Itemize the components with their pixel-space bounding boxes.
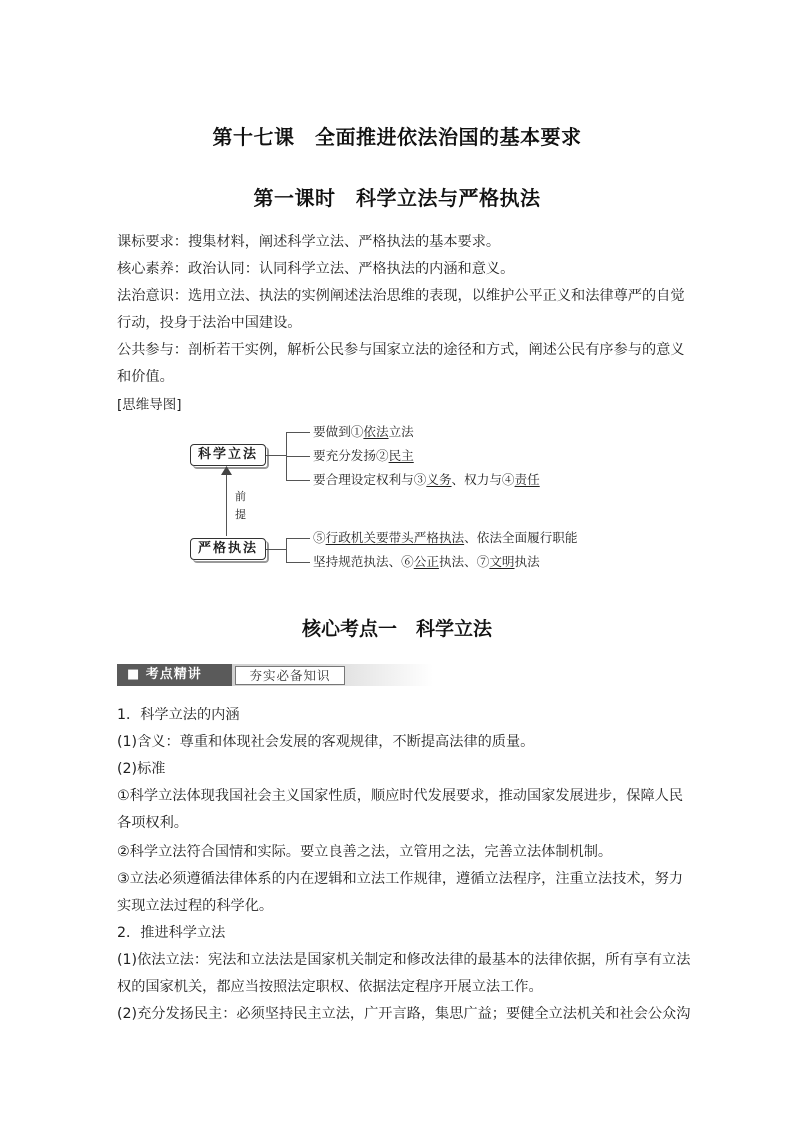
mindmap-label: [思维导图]: [117, 397, 182, 413]
body-paragraph: ③立法必须遵循法律体系的内在逻辑和立法工作规律，遵循立法程序，注重立法技术，努力: [117, 871, 684, 887]
body-paragraph: (1)含义：尊重和体现社会发展的客观规律，不断提高法律的质量。: [117, 734, 535, 750]
section-title: 核心考点一 科学立法: [301, 618, 492, 640]
body-paragraph: 权的国家机关，都应当按照法定职权、依据法定程序开展立法工作。: [117, 979, 543, 995]
section-banner: [117, 662, 433, 687]
mindmap-item: 要做到①依法立法: [313, 424, 414, 439]
period-title: 第一课时 科学立法与严格执法: [253, 186, 541, 210]
body-paragraph: 实现立法过程的科学化。: [117, 898, 274, 914]
node-strict-enforcement: 严格执法: [190, 538, 266, 560]
core-literacy: 核心素养：政治认同：认同科学立法、严格执法的内涵和意义。: [117, 261, 515, 277]
body-heading: 2．推进科学立法: [117, 925, 226, 941]
public-participation-cont: 和价值。: [117, 369, 174, 385]
mindmap-item: 坚持规范执法、⑥公正执法、⑦文明执法: [313, 554, 540, 569]
banner-sublabel: 夯实必备知识: [235, 666, 345, 685]
rule-of-law-awareness: 法治意识：选用立法、执法的实例阐述法治思维的表现，以维护公平正义和法律尊严的自觉: [117, 288, 685, 304]
banner-label: ■ 考点精讲: [117, 664, 232, 686]
body-paragraph: (2)标准: [117, 761, 166, 777]
body-paragraph: (2)充分发扬民主：必须坚持民主立法，广开言路，集思广益；要健全立法机关和社会公众沟: [117, 1006, 691, 1022]
rule-of-law-awareness-cont: 行动，投身于法治中国建设。: [117, 315, 302, 331]
curriculum-requirement: 课标要求：搜集材料，阐述科学立法、严格执法的基本要求。: [117, 234, 501, 250]
body-paragraph: (1)依法立法：宪法和立法法是国家机关制定和修改法律的最基本的法律依据，所有享有立法: [117, 952, 691, 968]
premise-label: 前提: [235, 490, 246, 521]
public-participation: 公共参与：剖析若干实例，解析公民参与国家立法的途径和方式，阐述公民有序参与的意义: [117, 342, 685, 358]
premise-arrow: [226, 472, 227, 536]
mindmap-item: 要充分发扬②民主: [313, 448, 414, 463]
arrow-head-icon: [221, 466, 232, 475]
body-paragraph: ①科学立法体现我国社会主义国家性质，顺应时代发展要求，推动国家发展进步，保障人民: [117, 788, 684, 804]
mindmap-item: 要合理设定权利与③义务、权力与④责任: [313, 472, 540, 487]
mindmap-item: ⑤行政机关要带头严格执法、依法全面履行职能: [313, 530, 578, 545]
lesson-title: 第十七课 全面推进依法治国的基本要求: [212, 125, 582, 149]
node-scientific-legislation: 科学立法: [190, 444, 266, 466]
body-paragraph: ②科学立法符合国情和实际。要立良善之法，立管用之法，完善立法体制机制。: [117, 844, 613, 860]
body-paragraph: 各项权利。: [117, 815, 188, 831]
body-heading: 1．科学立法的内涵: [117, 707, 240, 723]
